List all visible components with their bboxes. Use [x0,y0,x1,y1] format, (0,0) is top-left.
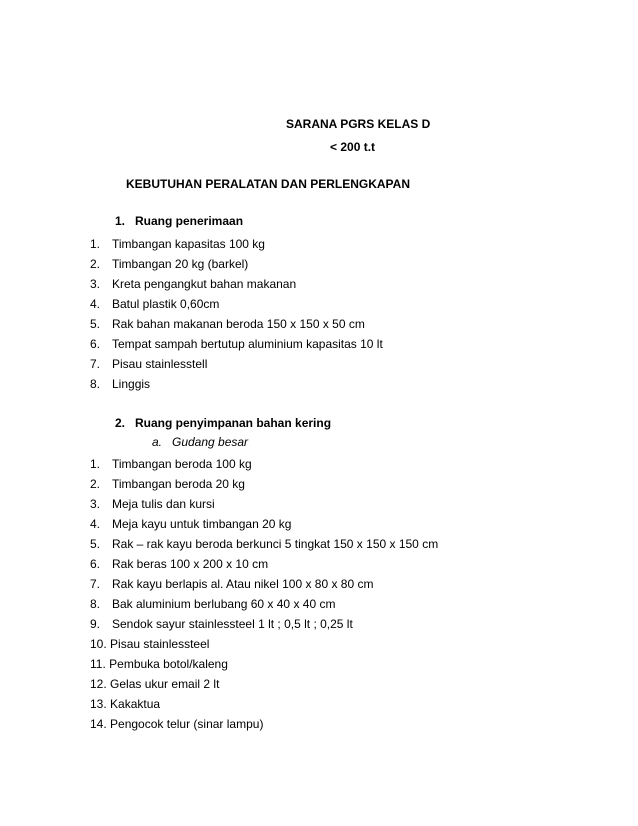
list-item [90,677,219,691]
list-item [90,517,291,531]
item-number: 6. [90,337,101,351]
item-text: Rak beras 100 x 200 x 10 cm [112,557,269,571]
list-item [90,637,209,651]
list-item [90,497,215,511]
item-number: 2. [90,477,101,491]
list-item [90,697,160,711]
item-text: Meja kayu untuk timbangan 20 kg [112,517,292,531]
item-text: Timbangan beroda 20 kg [112,477,245,491]
list-item [90,537,438,551]
room-number: 2. [115,416,126,430]
item-text: Kakaktua [110,697,161,711]
item-text: Timbangan beroda 100 kg [112,457,252,471]
item-number: 4. [90,517,101,531]
list-item [90,717,263,731]
list-item [90,277,296,291]
list-item [90,657,228,671]
item-number: 1. [90,237,101,251]
list-item [90,357,207,371]
item-number: 7. [90,577,101,591]
item-number: 11. [90,657,106,671]
item-number: 8. [90,377,101,391]
item-number: 13. [90,697,107,711]
item-number: 4. [90,297,101,311]
item-text: Pembuka botol/kaleng [109,657,228,671]
room-heading [115,214,243,228]
item-text: Meja tulis dan kursi [112,497,215,511]
item-text: Rak bahan makanan beroda 150 x 150 x 50 cm [112,317,365,331]
subsection-name: Gudang besar [172,435,249,449]
item-number: 10. [90,637,107,651]
item-number: 6. [90,557,101,571]
room-heading [115,416,331,430]
item-number: 5. [90,537,101,551]
item-text: Pengocok telur (sinar lampu) [110,717,264,731]
section-title: KEBUTUHAN PERALATAN DAN PERLENGKAPAN [126,177,410,191]
list-item [90,597,335,611]
subsection-letter: a. [152,435,163,449]
document-title: SARANA PGRS KELAS D [286,117,431,131]
list-item [90,377,150,391]
list-item [90,617,353,631]
room-name: Ruang penerimaan [135,214,244,228]
list-item [90,237,265,251]
item-text: Bak aluminium berlubang 60 x 40 x 40 cm [112,597,336,611]
item-text: Gelas ukur email 2 lt [110,677,220,691]
document-subtitle: < 200 t.t [330,140,376,154]
subsection-heading [152,435,248,449]
item-text: Pisau stainlessteel [110,637,210,651]
room-name: Ruang penyimpanan bahan kering [135,416,332,430]
item-text: Rak kayu berlapis al. Atau nikel 100 x 80 x 80 cm [112,577,374,591]
item-text: Tempat sampah bertutup aluminium kapasitas 10 lt [112,337,383,351]
list-item [90,337,383,351]
item-text: Batul plastik 0,60cm [112,297,220,311]
item-number: 8. [90,597,101,611]
item-number: 12. [90,677,107,691]
item-text: Sendok sayur stainlessteel 1 lt ; 0,5 lt ; 0,25 lt [112,617,353,631]
item-number: 2. [90,257,101,271]
item-number: 5. [90,317,101,331]
list-item [90,577,373,591]
item-number: 1. [90,457,101,471]
list-item [90,317,365,331]
item-text: Kreta pengangkut bahan makanan [112,277,297,291]
item-text: Timbangan 20 kg (barkel) [112,257,249,271]
room-number: 1. [115,214,126,228]
list-item [90,457,252,471]
item-number: 9. [90,617,101,631]
item-text: Linggis [112,377,151,391]
list-item [90,557,268,571]
item-text: Rak – rak kayu beroda berkunci 5 tingkat 150 x 150 x 150 cm [112,537,439,551]
list-item [90,477,245,491]
item-number: 3. [90,277,101,291]
item-number: 7. [90,357,101,371]
item-text: Timbangan kapasitas 100 kg [112,237,265,251]
item-number: 3. [90,497,101,511]
list-item [90,257,248,271]
item-number: 14. [90,717,107,731]
item-text: Pisau stainlesstell [112,357,208,371]
list-item [90,297,219,311]
